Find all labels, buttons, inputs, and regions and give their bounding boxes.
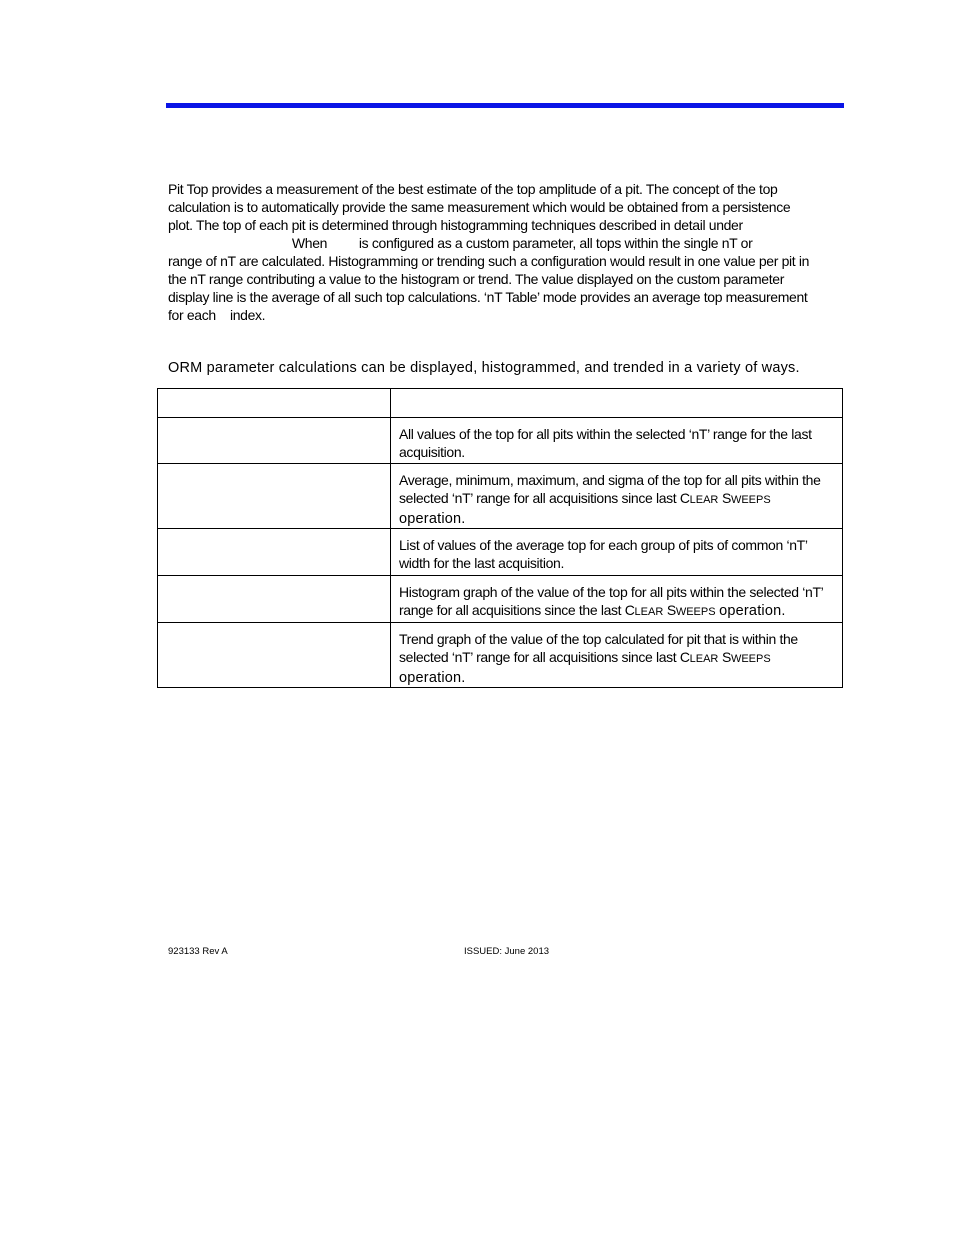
paragraph-line: display line is the average of all such top calculations. ‘nT Table’ mode provides an average top measurement — [168, 289, 808, 305]
display-modes-table — [157, 388, 843, 688]
table-row — [158, 418, 843, 464]
table-header-cell — [391, 389, 843, 418]
paragraph-line: plot. The top of each pit is determined through histogramming techniques described in detail under — [168, 217, 743, 233]
header-rule — [166, 103, 844, 108]
paragraph-line: the nT range contributing a value to the histogram or trend. The value displayed on the custom parameter — [168, 271, 785, 287]
paragraph-line: range of nT are calculated. Histogramming or trending such a configuration would result in one value per pit in — [168, 253, 810, 269]
table-row — [158, 464, 843, 529]
table-header-row — [158, 389, 843, 418]
table-intro: ORM parameter calculations can be displayed, histogrammed, and trended in a variety of ways. — [168, 360, 800, 376]
mode-cell — [158, 418, 391, 464]
description-text: Trend graph of the value of the top calculated for pit that is within the selected ‘nT’ range for all acquisitions since last — [399, 631, 798, 665]
mode-cell — [158, 623, 391, 688]
footer-issued: ISSUED: June 2013 — [464, 946, 550, 957]
table-row — [158, 623, 843, 688]
description-cell: Average, minimum, maximum, and sigma of the top for all pits within the selected ‘nT’ range for all acquisitions since last CLEAR SWEEPS operation. — [391, 464, 843, 529]
paragraph-line: Pit Top provides a measurement of the best estimate of the top amplitude of a pit. The concept of the top — [168, 181, 778, 197]
table-row — [158, 576, 843, 623]
description-text: All values of the top for all pits within the selected ‘nT’ range for the last acquisition. — [399, 426, 812, 460]
description-text: Average, minimum, maximum, and sigma of the top for all pits within the selected ‘nT’ range for all acquisitions since last — [399, 472, 821, 506]
description-text: List of values of the average top for each group of pits of common ‘nT’ width for the last acquisition. — [399, 537, 808, 571]
paragraph-line: for each index. — [168, 307, 266, 323]
description-cell — [391, 418, 843, 464]
description-cell: Histogram graph of the value of the top for all pits within the selected ‘nT’ range for all acquisitions since the last CLEAR SWEEPS operation. — [391, 576, 843, 623]
paragraph-line: When is configured as a custom parameter, all tops within the single nT or — [168, 235, 753, 251]
footer-doc-number: 923133 Rev A — [168, 946, 228, 957]
table-row — [158, 529, 843, 576]
mode-cell — [158, 464, 391, 529]
mode-cell — [158, 576, 391, 623]
description-text: Histogram graph of the value of the top for all pits within the selected ‘nT’ range for all acquisitions since the last — [399, 584, 823, 618]
mode-cell — [158, 529, 391, 576]
description-cell — [391, 529, 843, 576]
description-cell: Trend graph of the value of the top calculated for pit that is within the selected ‘nT’ range for all acquisitions since last CLEAR SWEEPS operation. — [391, 623, 843, 688]
paragraph-line: calculation is to automatically provide the same measurement which would be obtained from a persistence — [168, 199, 791, 215]
table-header-cell — [158, 389, 391, 418]
pit-top-description — [168, 180, 844, 324]
